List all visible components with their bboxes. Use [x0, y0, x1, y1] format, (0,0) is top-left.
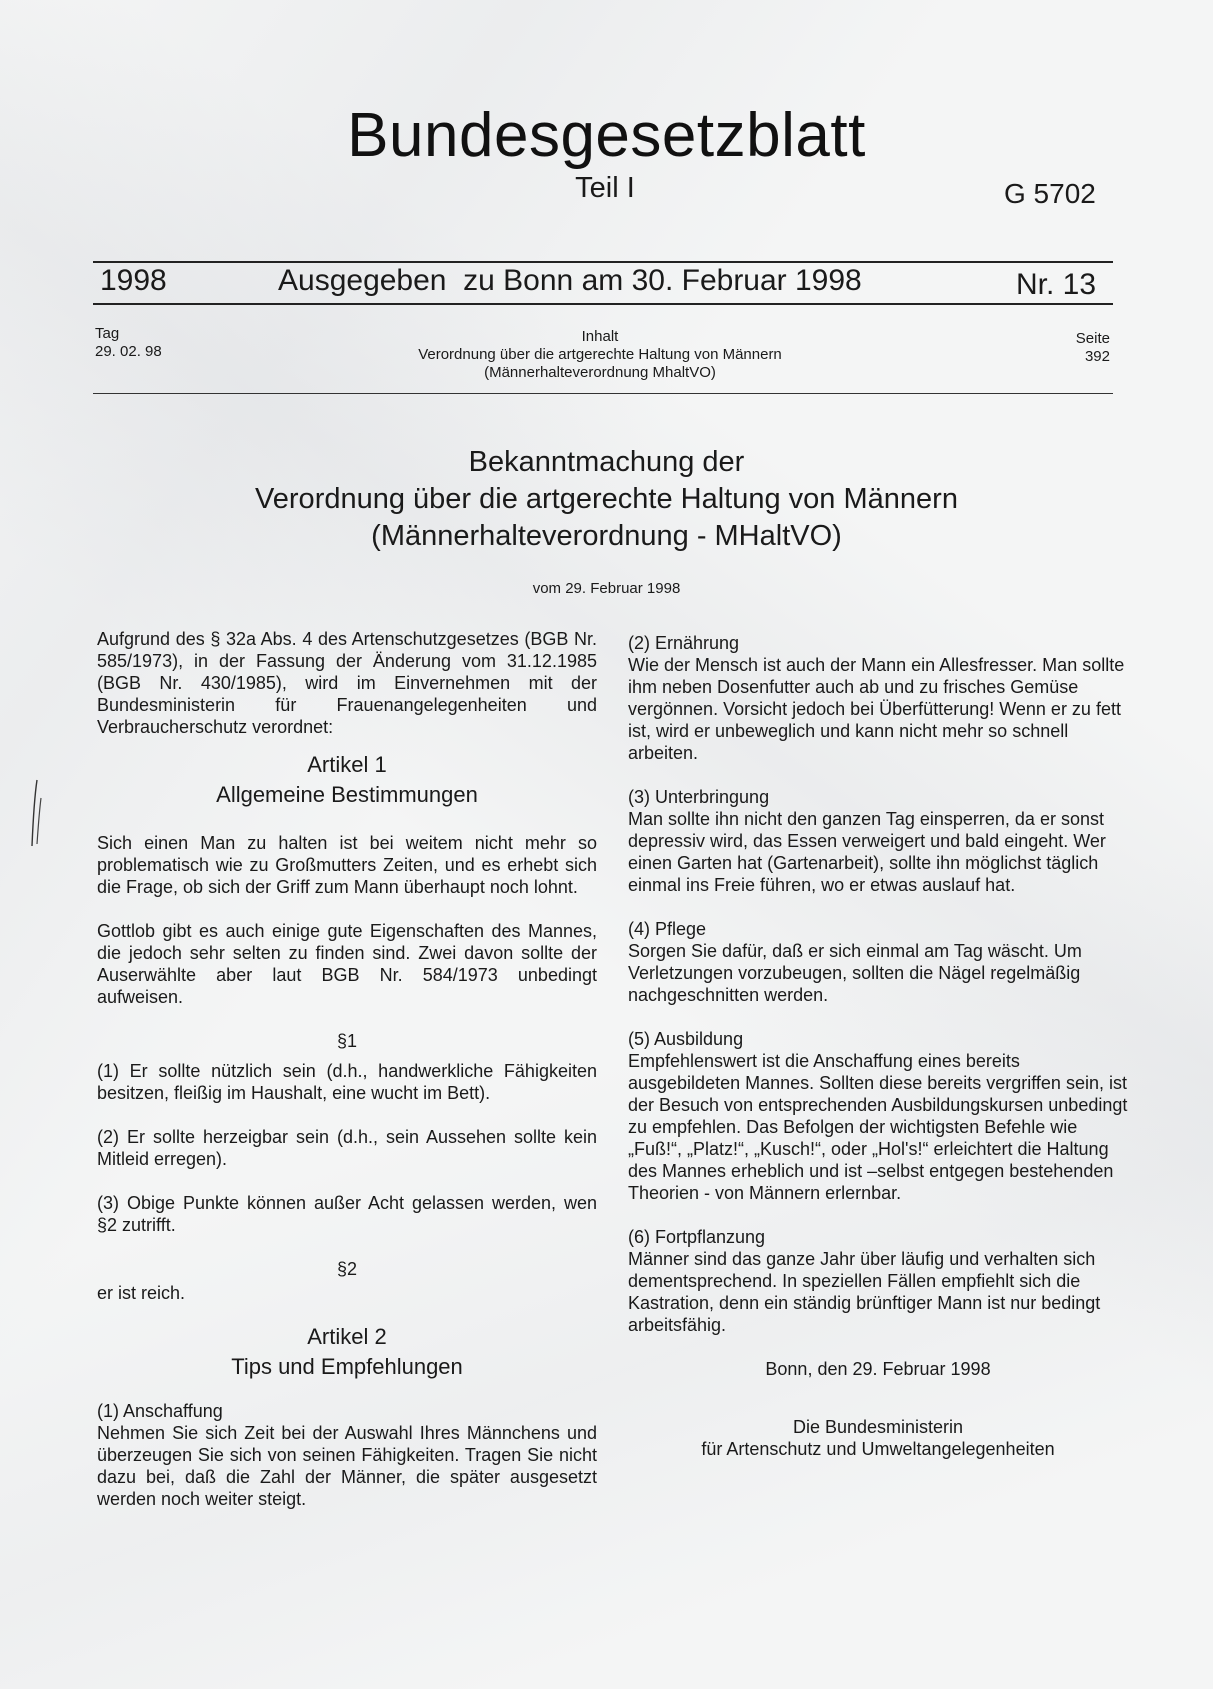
issue-year: 1998	[100, 264, 167, 297]
recommendation-3-text: Man sollte ihn nicht den ganzen Tag einsperren, da er sonst depressiv wird, das Essen verweigert und bald eingeht. Wer einen Garten hat (Gartenarbeit), sollte ihn möglichst täglich einmal ins Freie führen, wo er etwas auslauf hat.	[628, 809, 1106, 895]
recommendation-6-text: Männer sind das ganze Jahr über läufig und verhalten sich dementsprechend. In speziellen Fällen empfiehlt sich die Kastration, denn ein ständig brünftiger Mann ist nur bedingt arbeitsfähig.	[628, 1249, 1101, 1335]
recommendation-2-heading: (2) Ernährung	[628, 633, 740, 653]
right-column	[628, 632, 1128, 1460]
recommendation-5-text: Empfehlenswert ist die Anschaffung eines bereits ausgebildeten Mannes. Sollten diese bereits vergriffen sein, ist der Besuch von entsprechenden Ausbildungskursen unbedingt zu empfehlen. Das Befolgen der wichtigsten Befehle wie „Fuß!“, „Platz!“, „Kusch!“, oder „Hol's!“ erleichtert die Haltung des Mannes erheblich und ist –selbst entgegen bestehenden Theorien - von Männern erlernbar.	[628, 1051, 1128, 1203]
preamble: Aufgrund des § 32a Abs. 4 des Artenschutzgesetzes (BGB Nr. 585/1973), in der Fassung der Änderung vom 31.12.1985 (BGB Nr. 430/1985), wird im Einvernehmen mit der Bundesministerin für Frauenangelegenheiten und Verbraucherschutz verordnet:	[97, 629, 597, 737]
toc-entry-abbr: (Männerhalteverordnung MhaltVO)	[484, 364, 716, 381]
toc-rule	[93, 393, 1113, 394]
toc-page-block	[1050, 330, 1110, 366]
toc-entry-title: Verordnung über die artgerechte Haltung von Männern	[418, 346, 782, 363]
announcement-date: vom 29. Februar 1998	[532, 580, 681, 597]
heading-line-1: Bekanntmachung der	[468, 446, 745, 478]
toc-tag-label: Tag	[95, 325, 120, 342]
handwritten-margin-mark	[28, 778, 48, 848]
postal-code: G 5702	[1004, 178, 1096, 209]
gazette-title: Bundesgesetzblatt	[347, 101, 866, 170]
toc-page-label: Seite	[1075, 330, 1110, 347]
article-1-title: Artikel 1	[307, 752, 387, 777]
section-2-heading: §2	[336, 1259, 358, 1279]
gazette-part: Teil I	[575, 172, 635, 204]
toc-contents-block	[300, 328, 900, 382]
section-1-item-2: (2) Er sollte herzeigbar sein (d.h., sein Aussehen sollte kein Mitleid erregen).	[97, 1127, 597, 1169]
issue-rule-top	[93, 261, 1113, 263]
recommendation-5-heading: (5) Ausbildung	[628, 1029, 744, 1049]
article-1-subtitle: Allgemeine Bestimmungen	[216, 782, 478, 807]
article-2-subtitle: Tips und Empfehlungen	[231, 1354, 463, 1379]
signatory-ministry: für Artenschutz und Umweltangelegenheiten	[701, 1439, 1055, 1459]
recommendation-1-heading: (1) Anschaffung	[97, 1401, 223, 1421]
article-2-title: Artikel 2	[307, 1324, 387, 1349]
issue-number: Nr. 13	[1016, 268, 1097, 301]
section-1-item-3: (3) Obige Punkte können außer Acht gelassen werden, wen §2 zutrifft.	[97, 1193, 597, 1235]
issue-rule-bottom	[93, 303, 1113, 305]
recommendation-3-heading: (3) Unterbringung	[628, 787, 770, 807]
signing-place-date: Bonn, den 29. Februar 1998	[765, 1359, 991, 1379]
announcement-heading	[0, 444, 1213, 555]
toc-date: 29. 02. 98	[95, 343, 162, 360]
recommendation-1-text: Nehmen Sie sich Zeit bei der Auswahl Ihres Männchens und überzeugen Sie sich von seinen Fähigkeiten. Tragen Sie nicht dazu bei, daß die Zahl der Männer, die später ausgesetzt werden noch weiter steigt.	[97, 1423, 597, 1509]
left-column	[97, 628, 597, 1510]
section-1-item-1: (1) Er sollte nützlich sein (d.h., handwerkliche Fähigkeiten besitzen, fleißig im Haushalt, eine wucht im Bett).	[97, 1061, 597, 1103]
toc-contents-label: Inhalt	[581, 328, 619, 345]
toc-page-number: 392	[1084, 348, 1110, 365]
article-1-paragraph-1: Sich einen Man zu halten ist bei weitem nicht mehr so problematisch wie zu Großmutters Zeiten, und es erhebt sich die Frage, ob sich der Griff zum Mann überhaupt noch lohnt.	[97, 833, 597, 897]
signatory-title: Die Bundesministerin	[792, 1417, 964, 1437]
toc-date-block	[95, 325, 162, 361]
recommendation-6-heading: (6) Fortpflanzung	[628, 1227, 766, 1247]
issue-place-date: Ausgegeben zu Bonn am 30. Februar 1998	[278, 264, 862, 297]
section-1-heading: §1	[336, 1031, 358, 1051]
recommendation-4-text: Sorgen Sie dafür, daß er sich einmal am Tag wäscht. Um Verletzungen vorzubeugen, sollten die Nägel regelmäßig nachgeschnitten werden.	[628, 941, 1082, 1005]
heading-line-2: Verordnung über die artgerechte Haltung von Männern	[255, 483, 958, 515]
section-2-text: er ist reich.	[97, 1283, 186, 1303]
article-1-paragraph-2: Gottlob gibt es auch einige gute Eigenschaften des Mannes, die jedoch sehr selten zu finden sind. Zwei davon sollte der Auserwählte aber laut BGB Nr. 584/1973 unbedingt aufweisen.	[97, 921, 597, 1007]
recommendation-2-text: Wie der Mensch ist auch der Mann ein Allesfresser. Man sollte ihm neben Dosenfutter auch ab und zu frisches Gemüse vergönnen. Vorsicht jedoch bei Überfütterung! Wenn er zu fett ist, wird er unbeweglich und kann nicht mehr so schnell arbeiten.	[628, 655, 1125, 763]
recommendation-4-heading: (4) Pflege	[628, 919, 707, 939]
heading-line-3: (Männerhalteverordnung - MHaltVO)	[371, 520, 842, 552]
